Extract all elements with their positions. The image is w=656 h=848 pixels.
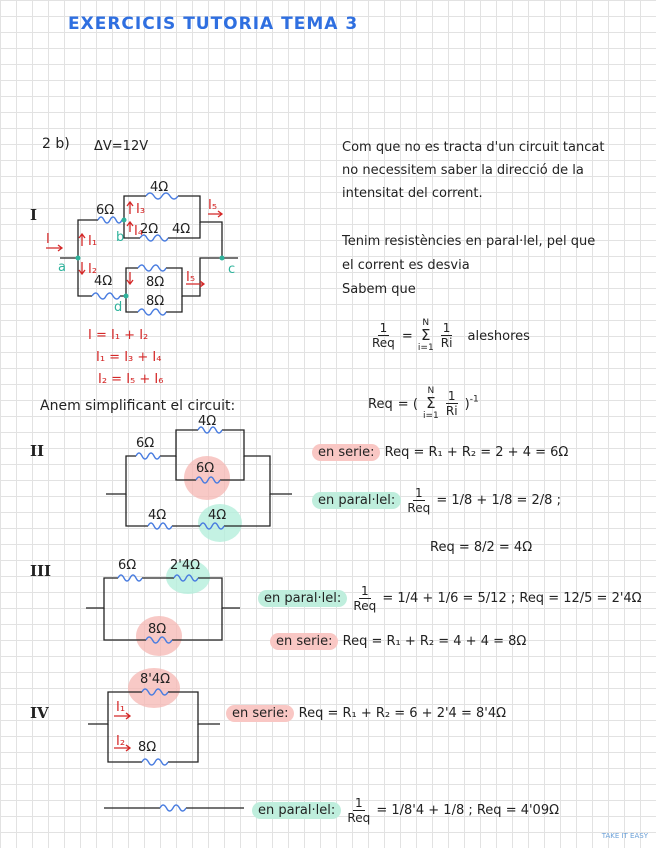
- explanation-line: el corrent es desvia: [342, 258, 470, 273]
- current-equation: I = I₁ + I₂: [88, 328, 149, 343]
- resistor-label: 4Ω: [94, 274, 113, 289]
- resistor-label: 8Ω: [138, 740, 157, 755]
- resistor-label: 4Ω: [172, 222, 191, 237]
- formula-req-inverse: Req = ( N Σ i=1 $\frac{1}{Ri}$ )$^{-1}$: [368, 386, 479, 421]
- current-label: I₂: [88, 262, 98, 277]
- page-title: EXERCICIS TUTORIA TEMA 3: [68, 14, 359, 34]
- current-label: I: [46, 232, 50, 247]
- resistor-label: 8Ω: [146, 294, 165, 309]
- resistor-label: 4Ω: [208, 508, 227, 523]
- explanation-line: Com que no es tracta d'un circuit tancat: [342, 140, 605, 155]
- resistor-label: 6Ω: [136, 436, 155, 451]
- simplify-heading: Anem simplificant el circuit:: [40, 398, 236, 414]
- resistor-label: 4Ω: [148, 508, 167, 523]
- circuit-2-numeral: II: [30, 442, 45, 460]
- resistor-label: 2'4Ω: [170, 558, 201, 573]
- node-label: d: [114, 300, 123, 315]
- node-label: a: [58, 260, 66, 275]
- current-label: I₂: [116, 734, 126, 749]
- circuit-3-numeral: III: [30, 562, 52, 580]
- resistor-label: 8Ω: [146, 275, 165, 290]
- resistor-label: 6Ω: [196, 461, 215, 476]
- voltage-given: ΔV=12V: [94, 139, 149, 154]
- resistor-label: 8'4Ω: [140, 672, 171, 687]
- series-eq-2: en serie: Req = R₁ + R₂ = 2 + 4 = 6Ω: [312, 445, 568, 460]
- resistor-label: 2Ω: [140, 222, 159, 237]
- parallel-eq-5: en paral·lel: $\frac{1}{\text{Req}}$ = 1/8'4 + 1/8 ; Req = 4'09Ω: [252, 796, 559, 825]
- explanation-line: Sabem que: [342, 282, 416, 297]
- circuit-4-numeral: IV: [30, 704, 49, 722]
- formula-req-sum: $\frac{1}{\text{Req}}$ = N Σ i=1 $\frac{1}{Ri}$ aleshores: [372, 318, 530, 353]
- series-eq-4: en serie: Req = R₁ + R₂ = 6 + 2'4 = 8'4Ω: [226, 706, 506, 721]
- footer-watermark: TAKE IT EASY: [601, 832, 648, 840]
- resistor-label: 6Ω: [118, 558, 137, 573]
- resistor-label: 4Ω: [150, 180, 169, 195]
- explanation-line: intensitat del corrent.: [342, 186, 483, 201]
- resistor-label: 8Ω: [148, 622, 167, 637]
- explanation-line: no necessitem saber la direcció de la: [342, 163, 584, 178]
- current-label: I₄: [134, 224, 144, 239]
- current-label: I₃: [136, 202, 146, 217]
- parallel-eq-3: en paral·lel: $\frac{1}{\text{Req}}$ = 1/4 + 1/6 = 5/12 ; Req = 12/5 = 2'4Ω: [258, 584, 642, 613]
- parallel-eq-2: en paral·lel: $\frac{1}{\text{Req}}$ = 1/8 + 1/8 = 2/8 ;: [312, 486, 561, 515]
- current-equation: I₁ = I₃ + I₄: [96, 350, 162, 365]
- current-label: I₅: [186, 270, 196, 285]
- current-equation: I₂ = I₅ + I₆: [98, 372, 164, 387]
- explanation-line: Tenim resistències en paral·lel, pel que: [342, 234, 596, 249]
- current-label: I₅: [208, 198, 218, 213]
- parallel-result-2: Req = 8/2 = 4Ω: [430, 540, 533, 555]
- resistor-label: 6Ω: [96, 203, 115, 218]
- current-label: I₁: [88, 234, 98, 249]
- resistor-label: 4Ω: [198, 414, 217, 429]
- circuit-1-numeral: I: [30, 206, 38, 224]
- current-label: I₁: [116, 700, 126, 715]
- problem-label: 2 b): [42, 136, 70, 152]
- node-label: b: [116, 230, 125, 245]
- series-eq-3: en serie: Req = R₁ + R₂ = 4 + 4 = 8Ω: [270, 634, 526, 649]
- node-label: c: [228, 262, 236, 277]
